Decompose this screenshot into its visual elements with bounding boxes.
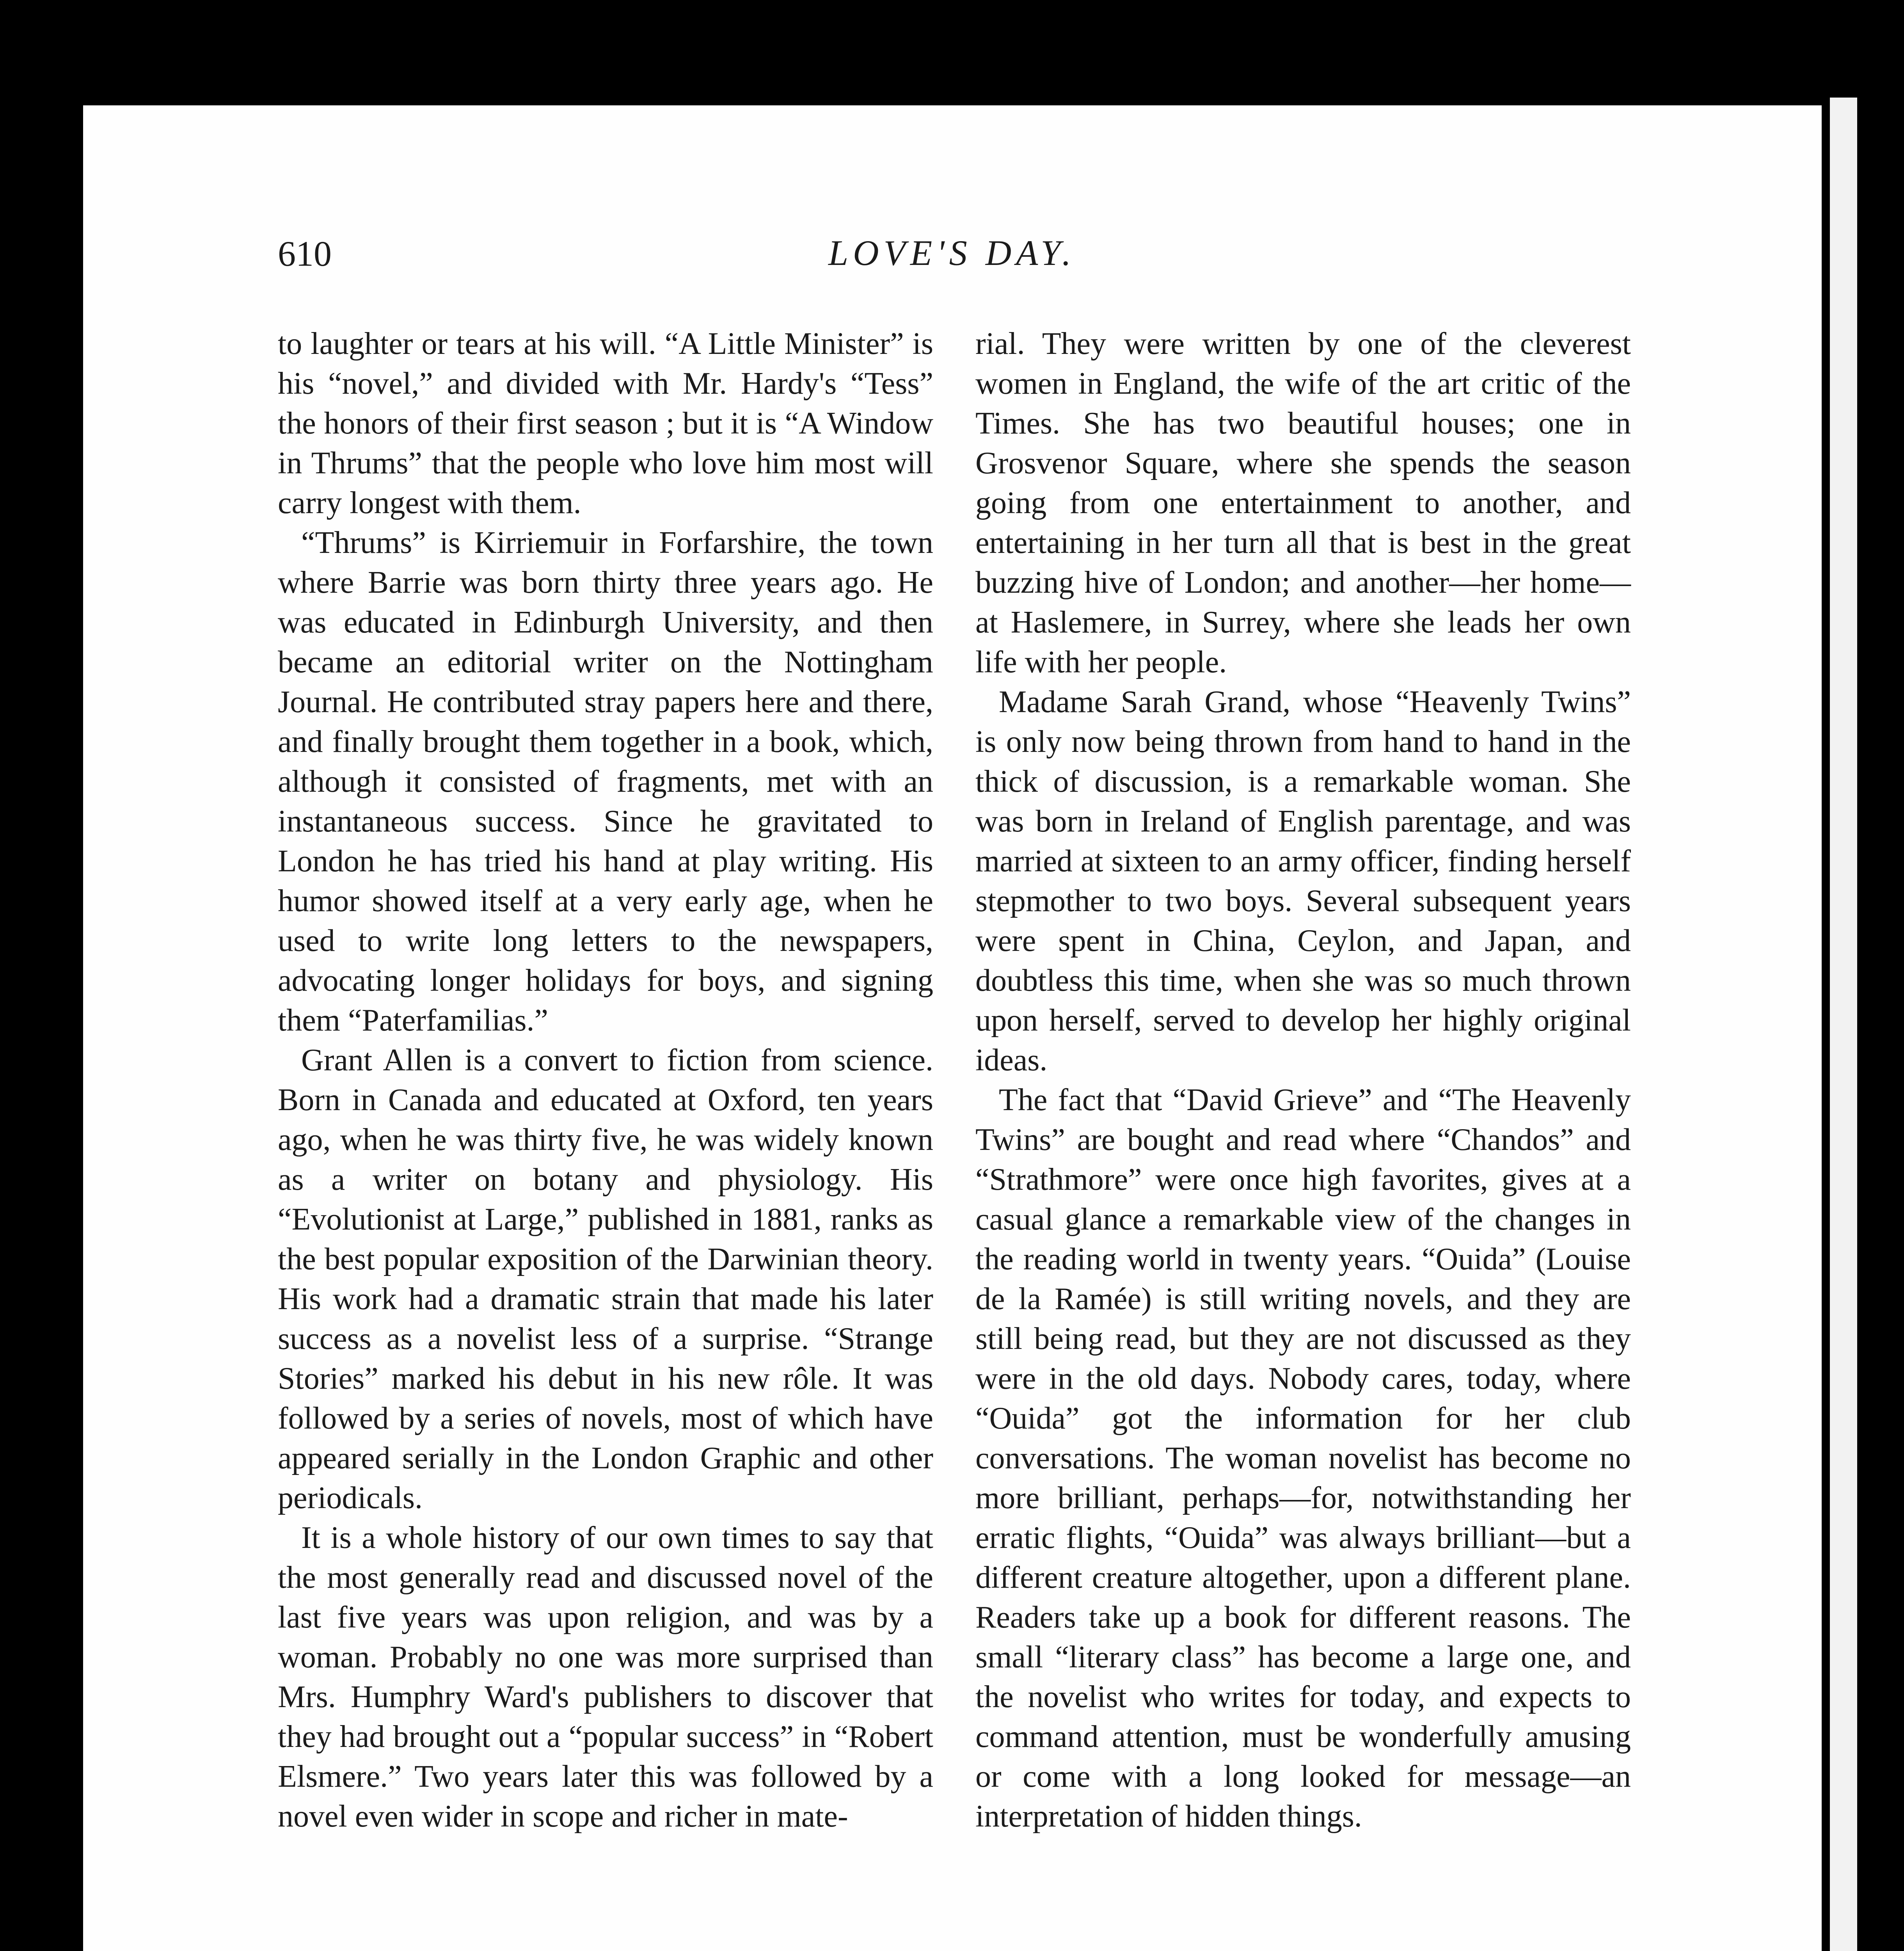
paragraph: It is a whole history of our own times to say that the most generally read and discussed novel of the last five years was upon religion, and was by a woman. Probably no one was more surprised than Mrs. Humphry Ward's publishers to discover that they had brought out a “popular success” in “Robert Elsmere.” Two years later this was followed by a novel even wider in scope and richer in mate- — [278, 1521, 933, 1834]
paragraph: Grant Allen is a convert to fiction from science. Born in Canada and educated at Oxford, ten years ago, when he was thirty five, he was widely known as a writer on botany and physiology. His “Evolutionist at Large,” published in 1881, ranks as the best popular exposition of the Darwinian theory. His work had a dramatic strain that made his later success as a novelist less of a surprise. “Strange Stories” marked his debut in his new rôle. It was followed by a series of novels, most of which have appeared serially in the London Graphic and other periodicals. — [278, 1043, 933, 1515]
paragraph: “Thrums” is Kirriemuir in Forfarshire, the town where Barrie was born thirty three years ago. He was educated in Edinburgh University, and then became an editorial writer on the Nottingham Journal. He contributed stray papers here and there, and finally brought them together in a book, which, although it consisted of fragments, met with an instantaneous success. Since he gravitated to London he has tried his hand at play writing. His humor showed itself at a very early age, when he used to write long letters to the newspapers, advocating longer holidays for boys, and signing them “Paterfamilias.” — [278, 526, 933, 1038]
page-number: 610 — [278, 234, 332, 274]
left-column — [278, 324, 933, 1836]
running-title: LOVE'S DAY. — [828, 233, 1076, 273]
paragraph: The fact that “David Grieve” and “The Heavenly Twins” are bought and read where “Chandos” and “Strathmore” were once high favorites, gives at a casual glance a remarkable view of the changes in the reading world in twenty years. “Ouida” (Louise de la Ramée) is still writing novels, and they are still being read, but they are not discussed as they were in the old days. Nobody cares, today, where “Ouida” got the information for her club conversations. The woman novelist has become no more brilliant, perhaps—for, notwithstanding her erratic flights, “Ouida” was always brilliant—but a different creature altogether, upon a different plane. Readers take up a book for different reasons. The small “literary class” has become a large one, and the novelist who writes for today, and expects to command attention, must be wonderfully amusing or come with a long looked for message—an interpretation of hidden things. — [975, 1083, 1631, 1834]
facing-page-edge — [1830, 98, 1857, 1951]
right-column — [975, 324, 1631, 1836]
paragraph: rial. They were written by one of the cleverest women in England, the wife of the art critic of the Times. She has two beautiful houses; one in Grosvenor Square, where she spends the season going from one entertainment to another, and entertaining in her turn all that is best in the great buzzing hive of London; and another—her home—at Haslemere, in Surrey, where she leads her own life with her people. — [975, 327, 1631, 679]
paragraph: Madame Sarah Grand, whose “Heavenly Twins” is only now being thrown from hand to hand in the thick of discussion, is a remarkable woman. She was born in Ireland of English parentage, and was married at sixteen to an army officer, finding herself stepmother to two boys. Several subsequent years were spent in China, Ceylon, and Japan, and doubtless this time, when she was so much thrown upon herself, served to develop her highly original ideas. — [975, 685, 1631, 1077]
paragraph: to laughter or tears at his will. “A Little Minister” is his “novel,” and divided with Mr. Hardy's “Tess” the honors of their first season ; but it is “A Window in Thrums” that the people who love him most will carry longest with them. — [278, 327, 933, 520]
